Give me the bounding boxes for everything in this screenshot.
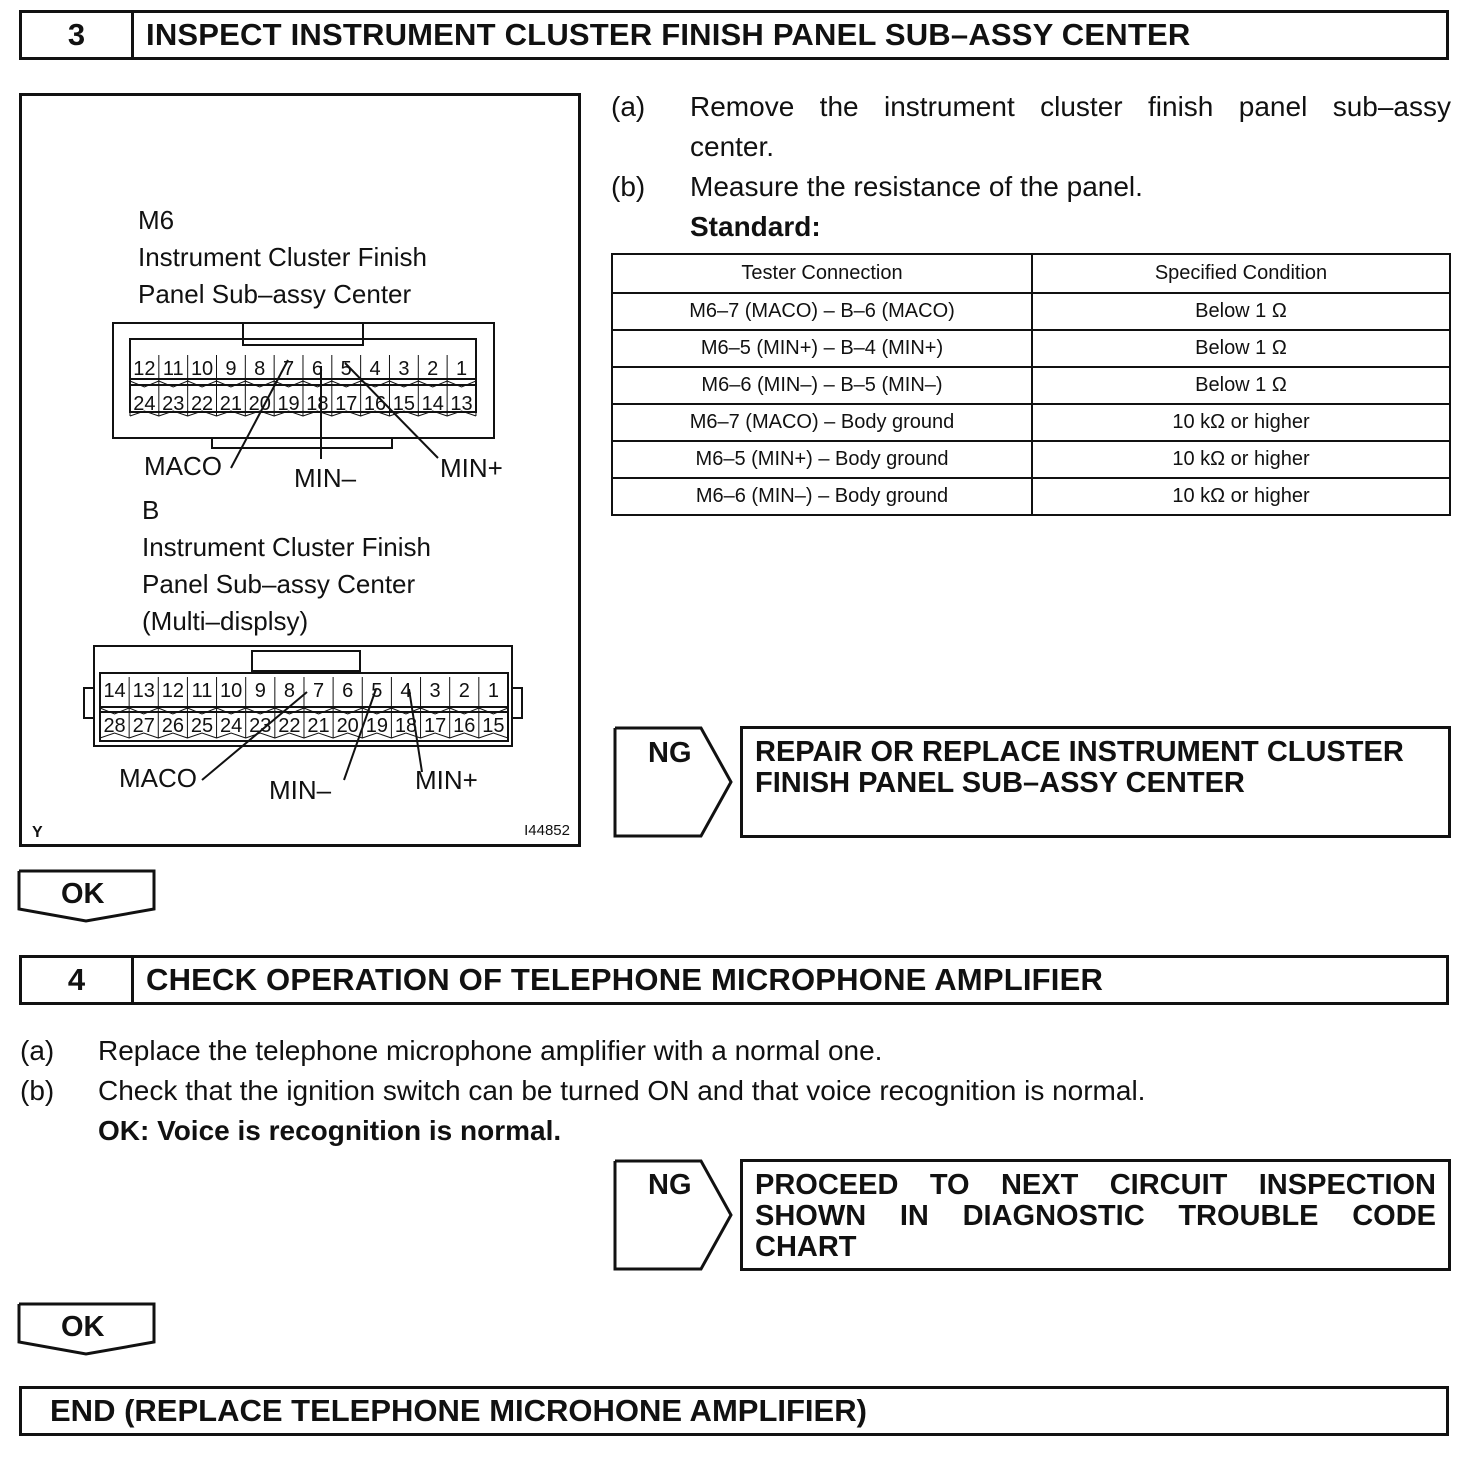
figure-id: I44852 (524, 822, 570, 839)
pin-number: 11 (162, 358, 184, 380)
pin-number: 15 (392, 393, 416, 415)
pin-number: 13 (450, 393, 473, 415)
pin-number: 23 (162, 393, 185, 415)
pin-number: 2 (427, 358, 439, 380)
pin-number: 13 (132, 680, 155, 702)
table-cell: M6–6 (MIN–) – B–5 (MIN–) (612, 367, 1032, 404)
standard-label: Standard: (690, 211, 821, 242)
b-connector-name-line2: Panel Sub–assy Center (142, 569, 416, 599)
table-cell: 10 kΩ or higher (1032, 441, 1450, 478)
table-cell: M6–7 (MACO) – B–6 (MACO) (612, 293, 1032, 330)
step-b-label: (b) (20, 1075, 55, 1106)
pin-number: 3 (429, 680, 441, 702)
pin-number: 11 (191, 680, 213, 702)
pin-number: 18 (394, 715, 418, 737)
step-b-label: (b) (611, 171, 646, 202)
ng-label-step-3: NG (648, 737, 692, 769)
table-cell: M6–7 (MACO) – Body ground (612, 404, 1032, 441)
table-cell: Below 1 Ω (1032, 330, 1450, 367)
m6-min-plus-label: MIN+ (440, 453, 503, 483)
pin-number: 4 (369, 358, 381, 380)
step-a-label: (a) (20, 1035, 55, 1066)
step-3-header (19, 10, 1449, 60)
b-connector-name-line3: (Multi–displsy) (142, 606, 309, 636)
step-a-text: Remove the instrument cluster finish panel sub–assy (690, 91, 1451, 122)
pin-number: 21 (307, 715, 330, 737)
b-min-plus-label: MIN+ (415, 765, 478, 795)
step-b-text: Measure the resistance of the panel. (690, 171, 1143, 202)
pin-number: 20 (336, 715, 359, 737)
pin-number: 2 (458, 680, 470, 702)
pin-number: 18 (306, 393, 329, 415)
b-connector-name-line1: Instrument Cluster Finish (142, 532, 431, 562)
table-header-row (612, 254, 1450, 293)
step-a-text: Replace the telephone microphone amplifier with a normal one. (98, 1035, 883, 1066)
pin-number: 19 (277, 393, 300, 415)
pin-number: 24 (220, 715, 243, 737)
ok-label-step-3: OK (61, 878, 105, 910)
ng-result-step-4: PROCEED TO NEXT CIRCUIT INSPECTION SHOWN IN DIAGNOSTIC TROUBLE CODE CHART (740, 1159, 1451, 1271)
pin-number: 22 (278, 715, 301, 737)
pin-number: 10 (220, 680, 243, 702)
pin-number: 8 (254, 358, 266, 380)
pin-number: 17 (335, 393, 358, 415)
connector-diagram (19, 93, 581, 847)
pin-number: 17 (423, 715, 447, 737)
step-b-text: Check that the ignition switch can be turned ON and that voice recognition is normal. (98, 1075, 1146, 1106)
ok-label-step-4: OK (61, 1311, 105, 1343)
pin-number: 23 (249, 715, 272, 737)
pin-number: 14 (103, 680, 126, 702)
table-cell: Below 1 Ω (1032, 367, 1450, 404)
table-row (612, 478, 1450, 515)
pin-number: 9 (225, 358, 237, 380)
m6-maco-label: MACO (144, 451, 222, 481)
b-connector-id: B (142, 495, 160, 525)
pin-number: 16 (363, 393, 387, 415)
pin-number: 7 (312, 680, 325, 702)
pin-number: 21 (219, 393, 243, 415)
pin-number: 19 (365, 715, 388, 737)
step-3-instructions (611, 87, 1451, 247)
table-cell: 10 kΩ or higher (1032, 404, 1450, 441)
pin-number: 8 (283, 680, 295, 702)
pin-number: 16 (453, 715, 476, 737)
pin-number: 12 (161, 680, 184, 702)
pin-number: 27 (132, 715, 155, 737)
pin-number: 1 (487, 680, 499, 702)
table-row (612, 441, 1450, 478)
pin-number: 7 (283, 358, 295, 380)
table-row (612, 404, 1450, 441)
pin-number: 3 (398, 358, 410, 380)
pin-number: 5 (371, 680, 383, 702)
step-title: INSPECT INSTRUMENT CLUSTER FINISH PANEL SUB–ASSY CENTER (146, 17, 1191, 52)
step-number: 4 (22, 958, 134, 1002)
step-4-instructions (20, 1031, 1451, 1151)
step-a-text-cont: center. (690, 131, 775, 162)
table-cell: 10 kΩ or higher (1032, 478, 1450, 515)
pin-number: 24 (133, 393, 156, 415)
ng-result-step-3: REPAIR OR REPLACE INSTRUMENT CLUSTER FINISH PANEL SUB–ASSY CENTER (740, 726, 1451, 838)
end-bar: END (REPLACE TELEPHONE MICROHONE AMPLIFIER) (19, 1386, 1449, 1436)
column-header: Tester Connection (612, 254, 1032, 293)
m6-connector-name-line2: Panel Sub–assy Center (138, 279, 412, 309)
column-header: Specified Condition (1032, 254, 1450, 293)
table-cell: M6–5 (MIN+) – B–4 (MIN+) (612, 330, 1032, 367)
step-number: 3 (22, 13, 134, 57)
pin-number: 6 (311, 358, 323, 380)
b-maco-label: MACO (119, 763, 197, 793)
pin-number: 6 (342, 680, 354, 702)
step-4-header (19, 955, 1449, 1005)
pin-number: 10 (190, 358, 214, 380)
table-row (612, 330, 1450, 367)
m6-connector-name-line1: Instrument Cluster Finish (138, 242, 427, 272)
pin-number: 22 (190, 393, 214, 415)
step-title: CHECK OPERATION OF TELEPHONE MICROPHONE AMPLIFIER (146, 962, 1104, 997)
step-a-label: (a) (611, 91, 646, 122)
ng-label-step-4: NG (648, 1169, 692, 1201)
pin-number: 15 (482, 715, 505, 737)
pin-number: 26 (161, 715, 184, 737)
pin-number: 9 (254, 680, 266, 702)
pin-number: 20 (248, 393, 271, 415)
pin-number: 28 (103, 715, 126, 737)
pin-number: 5 (340, 358, 352, 380)
pin-number: 1 (455, 358, 468, 380)
table-cell: M6–6 (MIN–) – Body ground (612, 478, 1032, 515)
pin-number: 25 (190, 715, 214, 737)
m6-connector-id: M6 (138, 205, 175, 235)
m6-min-minus-label: MIN– (294, 463, 357, 493)
table-cell: Below 1 Ω (1032, 293, 1450, 330)
b-min-minus-label: MIN– (269, 775, 332, 805)
table-cell: M6–5 (MIN+) – Body ground (612, 441, 1032, 478)
resistance-standard-table (611, 253, 1451, 516)
pin-number: 12 (133, 358, 156, 380)
pin-number: 14 (421, 393, 444, 415)
table-row (612, 367, 1450, 404)
ok-condition: OK: Voice is recognition is normal. (98, 1115, 562, 1146)
table-row (612, 293, 1450, 330)
pin-number: 4 (400, 680, 412, 702)
corner-code: Y (32, 824, 43, 841)
